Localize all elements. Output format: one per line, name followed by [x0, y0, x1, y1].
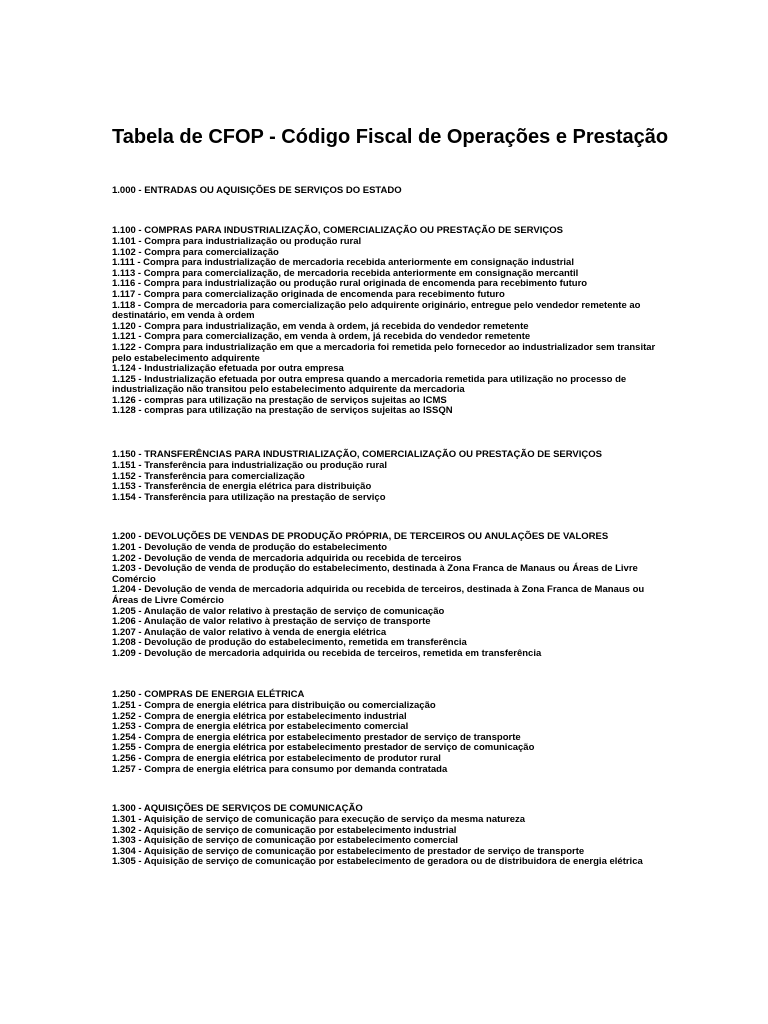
- list-item: 1.204 - Devolução de venda de mercadoria adquirida ou recebida de terceiros, destinada à Zona Franca de Manaus ou Áreas de Livre Comércio: [112, 584, 645, 606]
- list-item: 1.101 - Compra para industrialização ou produção rural: [112, 235, 362, 247]
- list-item: 1.151 - Transferência para industrialização ou produção rural: [112, 459, 388, 471]
- list-item: 1.255 - Compra de energia elétrica por estabelecimento prestador de serviço de comunicação: [112, 742, 535, 754]
- section-heading: 1.100 - COMPRAS PARA INDUSTRIALIZAÇÃO, COMERCIALIZAÇÃO OU PRESTAÇÃO DE SERVIÇOS: [112, 225, 563, 236]
- list-item: 1.256 - Compra de energia elétrica por estabelecimento de produtor rural: [112, 752, 441, 764]
- list-item: 1.113 - Compra para comercialização, de mercadoria recebida anteriormente em consignação mercantil: [112, 267, 579, 279]
- section-heading: 1.200 - DEVOLUÇÕES DE VENDAS DE PRODUÇÃO PRÓPRIA, DE TERCEIROS OU ANULAÇÕES DE VALORES: [112, 531, 609, 542]
- list-item: 1.153 - Transferência de energia elétrica para distribuição: [112, 481, 372, 493]
- list-item: 1.201 - Devolução de venda de produção do estabelecimento: [112, 541, 388, 553]
- list-item: 1.252 - Compra de energia elétrica por estabelecimento industrial: [112, 710, 407, 722]
- section-1250: [112, 690, 664, 775]
- list-item: 1.305 - Aquisição de serviço de comunicação por estabelecimento de geradora ou de distribuidora de energia elétrica: [112, 856, 643, 868]
- section-1000: [112, 186, 664, 197]
- section-heading: 1.300 - AQUISIÇÕES DE SERVIÇOS DE COMUNICAÇÃO: [112, 803, 363, 814]
- list-item: 1.118 - Compra de mercadoria para comercialização pelo adquirente originário, entregue pelo vendedor remetente ao destinatário, em venda à ordem: [112, 299, 641, 322]
- section-1300: [112, 804, 664, 868]
- list-item: 1.203 - Devolução de venda de produção do estabelecimento, destinada à Zona Franca de Manaus ou Áreas de Livre Comércio: [112, 563, 638, 585]
- list-item: 1.122 - Compra para industrialização em que a mercadoria foi remetida pelo fornecedor ao industrializador sem transitar pelo estabelecimento adquirente: [112, 341, 656, 364]
- list-item: 1.202 - Devolução de venda de mercadoria adquirida ou recebida de terceiros: [112, 552, 462, 564]
- section-1100: [112, 226, 664, 417]
- section-heading: 1.150 - TRANSFERÊNCIAS PARA INDUSTRIALIZAÇÃO, COMERCIALIZAÇÃO OU PRESTAÇÃO DE SERVIÇOS: [112, 449, 602, 460]
- list-item: 1.117 - Compra para comercialização originada de encomenda para recebimento futuro: [112, 288, 505, 300]
- list-item: 1.253 - Compra de energia elétrica por estabelecimento comercial: [112, 721, 409, 733]
- list-item: 1.126 - compras para utilização na prestação de serviços sujeitas ao ICMS: [112, 394, 447, 406]
- list-item: 1.111 - Compra para industrialização de mercadoria recebida anteriormente em consignação industrial: [112, 257, 574, 269]
- list-item: 1.207 - Anulação de valor relativo à venda de energia elétrica: [112, 626, 387, 638]
- list-item: 1.209 - Devolução de mercadoria adquirida ou recebida de terceiros, remetida em transferência: [112, 647, 542, 659]
- list-item: 1.124 - Industrialização efetuada por outra empresa: [112, 363, 344, 375]
- list-item: 1.120 - Compra para industrialização, em venda à ordem, já recebida do vendedor remetente: [112, 320, 529, 332]
- list-item: 1.257 - Compra de energia elétrica para consumo por demanda contratada: [112, 763, 448, 775]
- list-item: 1.125 - Industrialização efetuada por outra empresa quando a mercadoria remetida para utilização no processo de industrialização não transitou pelo estabelecimento adquirente da mercadoria: [112, 373, 627, 396]
- document-title: Tabela de CFOP - Código Fiscal de Operações e Prestação: [112, 126, 669, 148]
- list-item: 1.254 - Compra de energia elétrica por estabelecimento prestador de serviço de transporte: [112, 731, 521, 743]
- list-item: 1.301 - Aquisição de serviço de comunicação para execução de serviço da mesma natureza: [112, 813, 526, 825]
- list-item: 1.154 - Transferência para utilização na prestação de serviço: [112, 491, 386, 503]
- list-item: 1.102 - Compra para comercialização: [112, 246, 279, 258]
- list-item: 1.303 - Aquisição de serviço de comunicação por estabelecimento comercial: [112, 835, 459, 847]
- list-item: 1.116 - Compra para industrialização ou produção rural originada de encomenda para recebimento futuro: [112, 278, 588, 290]
- list-item: 1.304 - Aquisição de serviço de comunicação por estabelecimento de prestador de serviço de transporte: [112, 845, 585, 857]
- list-item: 1.208 - Devolução de produção do estabelecimento, remetida em transferência: [112, 637, 467, 649]
- list-item: 1.205 - Anulação de valor relativo à prestação de serviço de comunicação: [112, 605, 445, 617]
- list-item: 1.121 - Compra para comercialização, em venda à ordem, já recebida do vendedor remetente: [112, 331, 531, 343]
- list-item: 1.251 - Compra de energia elétrica para distribuição ou comercialização: [112, 699, 436, 711]
- list-item: 1.152 - Transferência para comercialização: [112, 470, 305, 482]
- list-item: 1.128 - compras para utilização na prestação de serviços sujeitas ao ISSQN: [112, 405, 453, 417]
- list-item: 1.206 - Anulação de valor relativo à prestação de serviço de transporte: [112, 616, 431, 628]
- section-heading: 1.000 - ENTRADAS OU AQUISIÇÕES DE SERVIÇOS DO ESTADO: [112, 185, 402, 196]
- section-1200: [112, 532, 664, 660]
- section-heading: 1.250 - COMPRAS DE ENERGIA ELÉTRICA: [112, 689, 305, 700]
- section-1150: [112, 450, 664, 503]
- list-item: 1.302 - Aquisição de serviço de comunicação por estabelecimento industrial: [112, 824, 457, 836]
